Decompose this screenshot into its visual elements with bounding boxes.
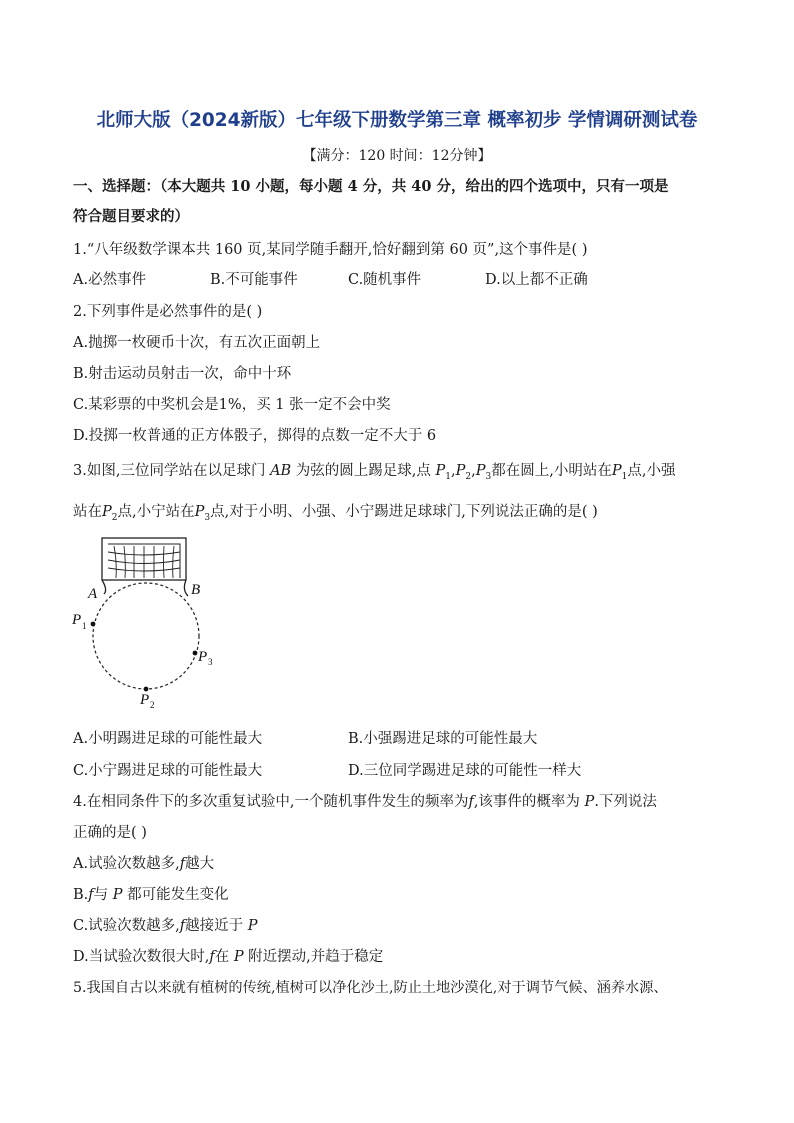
q4-text: 附近摆动,并趋于稳定: [243, 949, 384, 965]
q3-sub: 2: [111, 512, 118, 523]
q3-text: 3.如图,三位同学站在以足球门: [73, 463, 271, 479]
q4-var-p: P: [584, 794, 595, 810]
label-b: B: [191, 582, 201, 598]
q4-var-f: f: [209, 949, 215, 965]
q4-var-f: f: [179, 918, 186, 934]
q3-var-ab: AB: [270, 463, 292, 479]
label-p2: P: [140, 692, 150, 708]
q3-option-a: A.小明踢进足球的可能性最大: [73, 731, 263, 747]
q4-var-p: P: [112, 887, 123, 903]
label-p1-sub: 1: [82, 621, 87, 631]
label-p2-sub: 2: [150, 700, 155, 710]
question-4-stem: [73, 790, 657, 811]
q2-option-c: C.某彩票的中奖机会是1%，买 1 张一定不会中奖: [73, 397, 391, 413]
q3-text: 点,小宁站在: [117, 504, 195, 520]
point-p1: [91, 622, 96, 627]
q3-option-c: C.小宁踢进足球的可能性最大: [73, 763, 263, 779]
q4-option-c: [73, 914, 258, 935]
q4-text: .下列说法: [594, 794, 657, 810]
soccer-goal-circle-figure: [64, 534, 234, 714]
q4-text: A.试验次数越多,: [73, 856, 180, 872]
q3-text: 点,小强: [627, 463, 676, 479]
q4-text: 4.在相同条件下的多次重复试验中,一个随机事件发生的频率为: [73, 794, 469, 810]
page-title: 北师大版（2024新版）七年级下册数学第三章 概率初步 学情调研测试卷: [96, 110, 698, 131]
q4-text: 都可能发生变化: [122, 887, 229, 903]
q4-text: D.当试验次数很大时,: [73, 949, 210, 965]
q4-text: B.: [73, 887, 89, 903]
dashed-circle: [93, 583, 199, 689]
q4-var-f: f: [468, 794, 474, 810]
question-2-stem: 2.下列事件是必然事件的是( ): [73, 304, 263, 320]
label-p3: P: [198, 649, 208, 665]
q3-text: 都在圆上,小明站在: [491, 463, 612, 479]
q3-option-d: D.三位同学踢进足球的可能性一样大: [348, 763, 582, 779]
q4-var-p: P: [233, 949, 244, 965]
q1-option-d: D.以上都不正确: [485, 272, 588, 288]
q4-text: ,该事件的概率为: [473, 794, 585, 810]
q3-text: 为弦的圆上踢足球,点: [291, 463, 436, 479]
q3-var-p: P: [435, 463, 446, 479]
q2-option-b: B.射击运动员射击一次，命中十环: [73, 366, 292, 382]
q1-option-a: A.必然事件: [73, 272, 147, 288]
q3-sub: 1: [445, 471, 452, 482]
q1-option-c: C.随机事件: [348, 272, 422, 288]
q4-text: 在: [214, 949, 234, 965]
label-p1: P: [72, 612, 82, 628]
point-p3: [193, 651, 198, 656]
q3-sub: 1: [621, 471, 628, 482]
q1-option-b: B.不可能事件: [210, 272, 298, 288]
q3-var-p: P: [102, 504, 112, 520]
question-4-stem-cont: 正确的是( ): [73, 825, 147, 841]
q3-var-p: P: [455, 463, 466, 479]
q4-var-p: P: [247, 918, 258, 934]
q4-text: 越大: [185, 856, 215, 872]
q4-text: 越接近于: [185, 918, 248, 934]
q4-text: 与: [93, 887, 113, 903]
q2-option-a: A.抛掷一枚硬币十次，有五次正面朝上: [73, 335, 321, 351]
q3-option-b: B.小强踢进足球的可能性最大: [348, 731, 538, 747]
q3-var-p: P: [611, 463, 622, 479]
section-heading: 一、选择题：（本大题共 10 小题，每小题 4 分，共 40 分，给出的四个选项中，只有一项是: [73, 178, 669, 195]
q3-sub: 2: [465, 471, 472, 482]
q3-text: 站在: [73, 504, 102, 520]
q3-sub: 3: [204, 512, 211, 523]
q3-var-p: P: [194, 504, 205, 520]
q4-option-b: [73, 883, 229, 904]
q2-option-d: D.投掷一枚普通的正方体骰子，掷得的点数一定不大于 6: [73, 428, 437, 444]
q4-var-f: f: [179, 856, 186, 872]
q4-var-f: f: [88, 887, 94, 903]
q3-sep: ,: [451, 463, 456, 479]
q3-text: 点,对于小明、小强、小宁踢进足球球门,下列说法正确的是( ): [210, 504, 598, 520]
label-p3-sub: 3: [208, 657, 213, 667]
point-p2: [144, 687, 149, 692]
question-5-stem: 5.我国自古以来就有植树的传统,植树可以净化沙土,防止土地沙漠化,对于调节气候、涵养水源、: [73, 980, 668, 996]
question-3-stem: [73, 459, 675, 482]
q4-text: C.试验次数越多,: [73, 918, 180, 934]
score-time-info: 【满分：120 时间：12分钟】: [302, 148, 492, 164]
q3-sub: 3: [485, 471, 492, 482]
question-3-stem-cont: [73, 500, 598, 523]
q4-option-d: [73, 945, 383, 966]
label-a: A: [88, 586, 98, 602]
q3-var-p: P: [475, 463, 486, 479]
section-heading-cont: 符合题目要求的）: [73, 208, 189, 225]
question-1-stem: 1.“八年级数学课本共 160 页,某同学随手翻开,恰好翻到第 60 页”,这个事件是( ): [73, 242, 588, 258]
q4-option-a: [73, 852, 214, 873]
q3-sep: ,: [471, 463, 476, 479]
